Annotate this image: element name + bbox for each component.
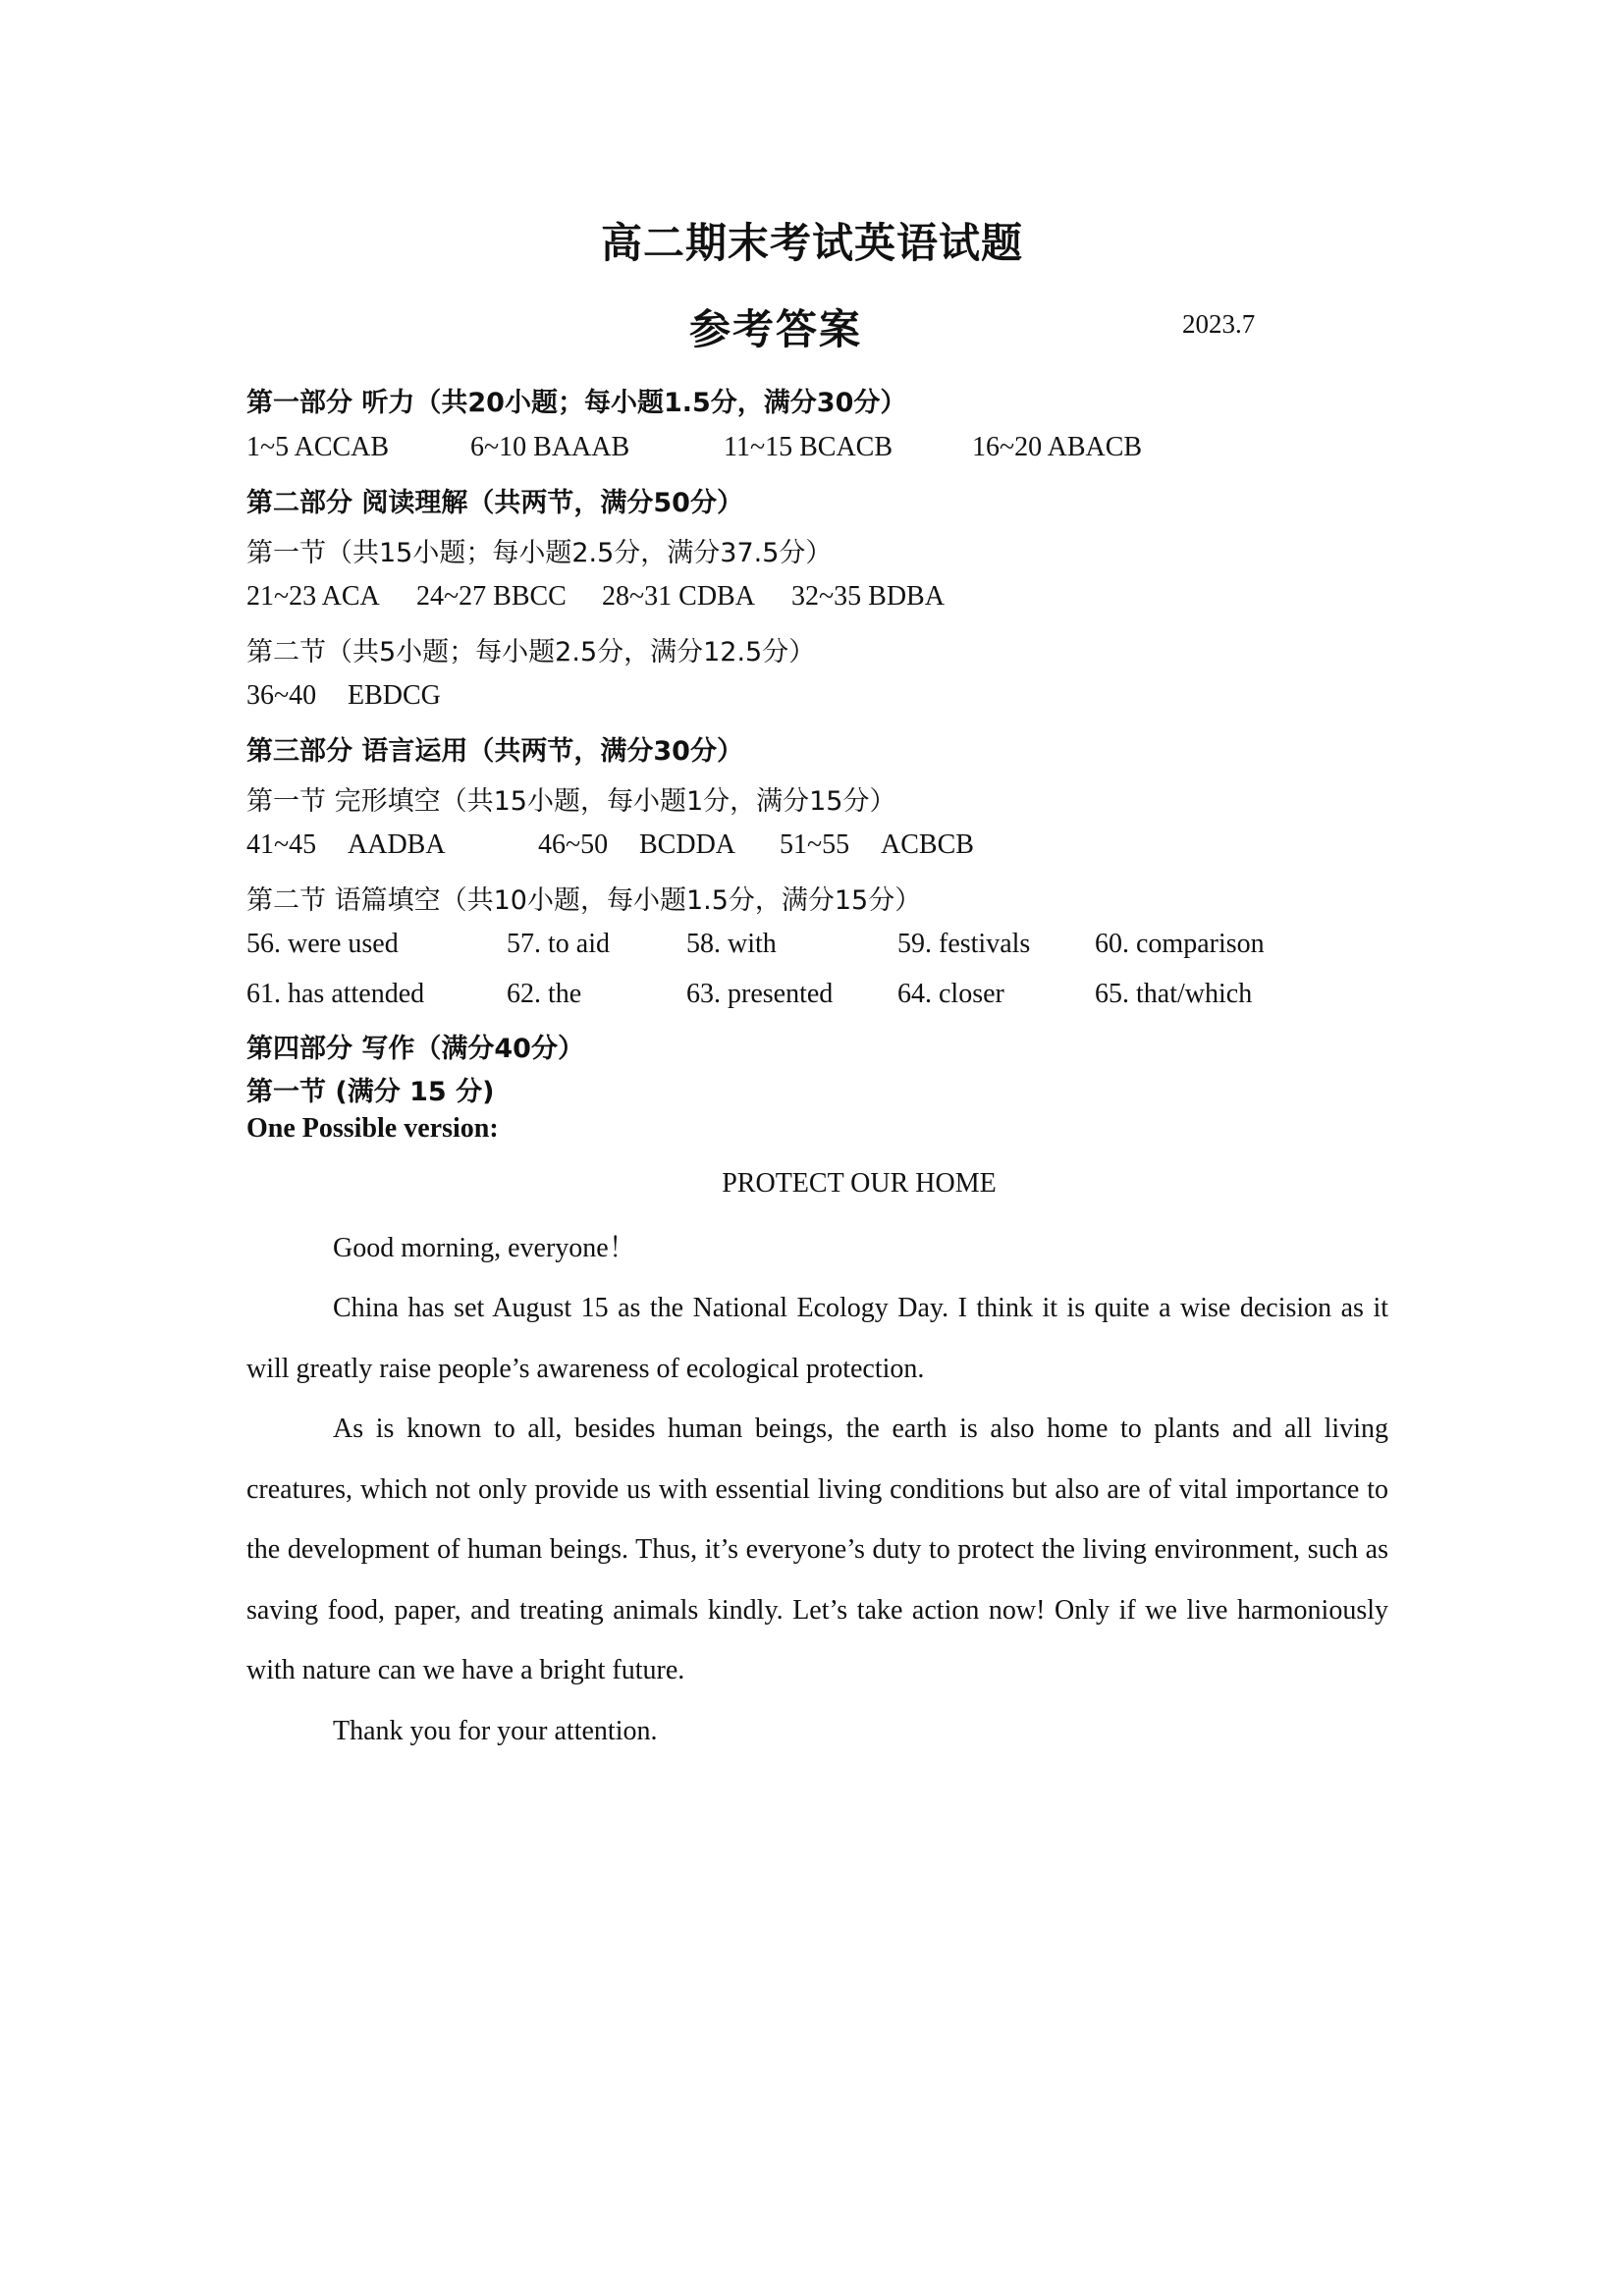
part1-heading: 第一部分 听力（共20小题；每小题1.5分，满分30分） [246,388,907,418]
essay-paragraph: As is known to all, besides human beings, the earth is also home to plants and all living creatures, which not only provide us with essential living conditions but also are of vital importance to the development of human beings. Thus, it’s everyone’s duty to protect the living environment, such as saving food, paper, and treating animals kindly. Let’s take action now! Only if we live harmoniously with nature can we have a bright future. [246,1414,1388,1685]
gap-fill-answer: 65. that/which [1095,979,1253,1009]
exam-date: 2023.7 [1182,309,1256,339]
part3-cloze-answers-1: AADBA [348,829,446,860]
part3-cloze-range-3: 51~55 [780,829,850,860]
gap-fill-answer: 59. festivals [897,929,1031,959]
gap-fill-answer: 60. comparison [1095,929,1265,959]
gap-fill-answer: 56. were used [246,929,399,959]
essay-paragraph: China has set August 15 as the National Ecology Day. I think it is quite a wise decision as it will greatly raise people’s awareness of ecological protection. [246,1293,1388,1384]
part2-section1-heading: 第一节（共15小题；每小题2.5分，满分37.5分） [246,538,833,568]
part3-section2-heading: 第二节 语篇填空（共10小题，每小题1.5分，满分15分） [246,885,922,916]
part1-answer-3: 11~15 BCACB [724,432,893,462]
part1-answer-1: 1~5 ACCAB [246,432,390,462]
gap-fill-answer: 58. with [686,929,777,959]
part2-section2-heading: 第二节（共5小题；每小题2.5分，满分12.5分） [246,637,816,667]
part2-section1-answer-3: 28~31 CDBA [602,581,755,612]
essay-paragraph: Thank you for your attention. [333,1716,658,1746]
part3-cloze-range-1: 41~45 [246,829,317,860]
gap-fill-answer: 64. closer [897,979,1004,1009]
page-title: 高二期末考试英语试题 [600,219,1023,267]
part2-section2-answers: EBDCG [348,680,441,711]
part2-section1-answer-2: 24~27 BBCC [416,581,567,612]
gap-fill-answer: 57. to aid [507,929,610,959]
part3-heading: 第三部分 语言运用（共两节，满分30分） [246,736,743,767]
gap-fill-answer: 62. the [507,979,582,1009]
gap-fill-answer: 63. presented [686,979,834,1009]
gap-fill-answer: 61. has attended [246,979,425,1009]
page-subtitle: 参考答案 [688,305,862,353]
part2-section1-answer-1: 21~23 ACA [246,581,380,612]
part4-section1-heading: 第一节 (满分 15 分) [246,1077,495,1107]
part4-heading: 第四部分 写作（满分40分） [246,1034,584,1064]
part1-answer-4: 16~20 ABACB [972,432,1143,462]
part3-section1-heading: 第一节 完形填空（共15小题，每小题1分，满分15分） [246,786,896,817]
part2-section1-answer-4: 32~35 BDBA [791,581,945,612]
part1-answer-2: 6~10 BAAAB [470,432,630,462]
essay-paragraph: Good morning, everyone！ [333,1233,636,1263]
essay-title: PROTECT OUR HOME [722,1168,997,1199]
part3-cloze-range-2: 46~50 [538,829,609,860]
part2-section2-range: 36~40 [246,680,317,711]
part3-cloze-answers-3: ACBCB [881,829,974,860]
part2-heading: 第二部分 阅读理解（共两节，满分50分） [246,488,743,518]
version-label: One Possible version: [246,1113,499,1144]
part3-cloze-answers-2: BCDDA [639,829,736,860]
